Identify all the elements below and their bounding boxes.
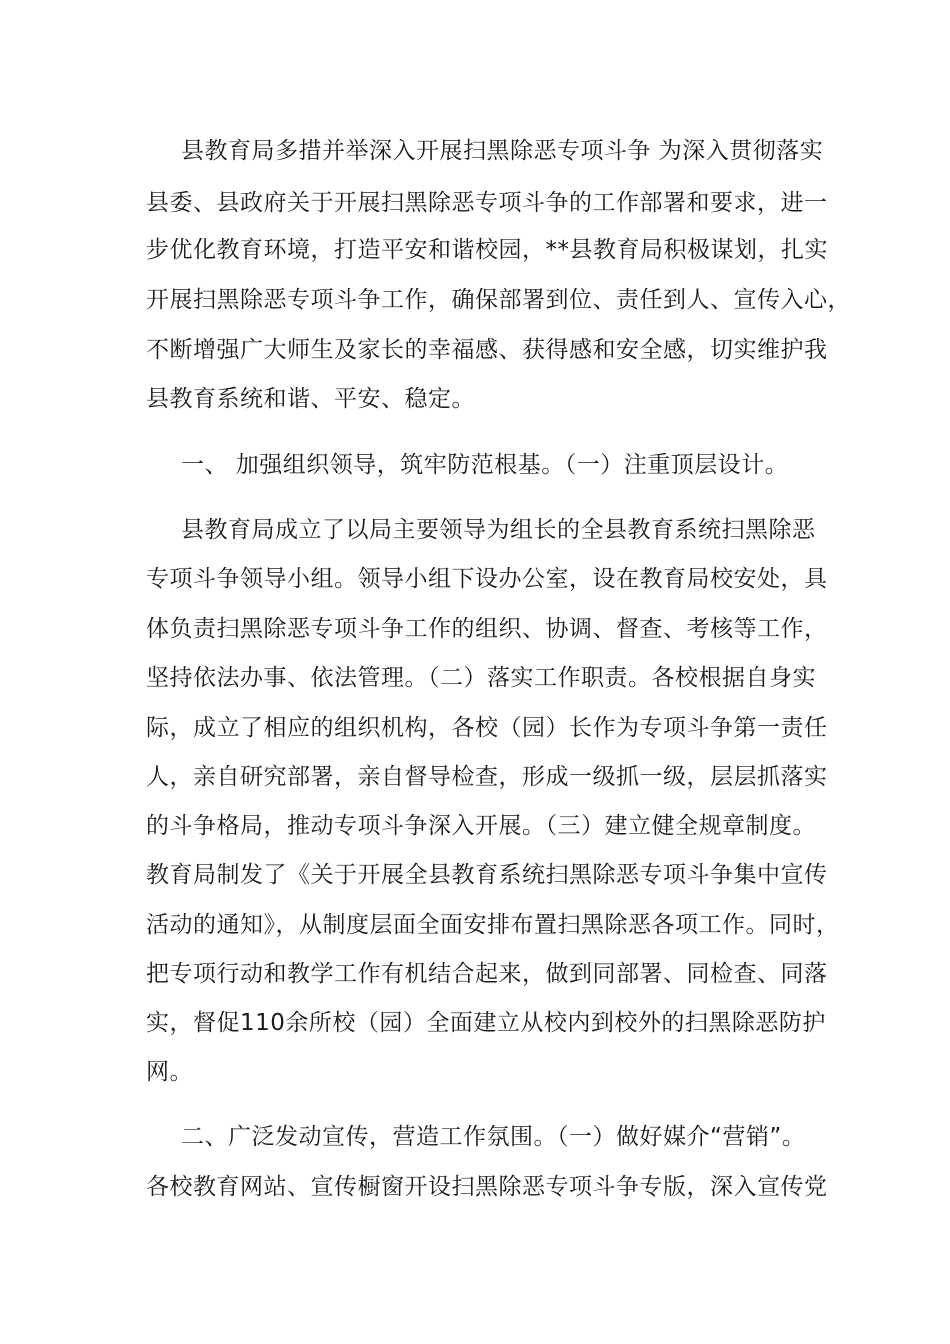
paragraph-line: 网。: [146, 1059, 193, 1085]
paragraph-line: 坚持依法办事、依法管理。（二）落实工作职责。各校根据自身实: [146, 665, 816, 691]
paragraph-line: 县教育系统和谐、平安、稳定。: [146, 386, 475, 412]
paragraph-line: 教育局制发了《关于开展全县教育系统扫黑除恶专项斗争集中宣传: [146, 862, 828, 888]
paragraph-line: 开展扫黑除恶专项斗争工作，确保部署到位、责任到人、宣传入心，: [146, 287, 851, 313]
paragraph-line: 不断增强广大师生及家长的幸福感、获得感和安全感，切实维护我: [146, 337, 828, 363]
paragraph-line: 体负责扫黑除恶专项斗争工作的组织、协调、督查、考核等工作，: [146, 616, 828, 642]
paragraph-line: 把专项行动和教学工作有机结合起来，做到同部署、同检查、同落: [146, 961, 828, 987]
paragraph-line: 步优化教育环境，打造平安和谐校园，**县教育局积极谋划，扎实: [146, 237, 828, 263]
paragraph-line: 活动的通知》，从制度层面全面安排布置扫黑除恶各项工作。同时，: [146, 912, 840, 938]
paragraph-line: 县教育局成立了以局主要领导为组长的全县教育系统扫黑除恶: [181, 517, 816, 543]
paragraph-line: 实，督促110余所校（园）全面建立从校内到校外的扫黑除恶防护: [146, 1010, 826, 1036]
paragraph-line: 人，亲自研究部署，亲自督导检查，形成一级抓一级，层层抓落实: [146, 764, 828, 790]
paragraph-line: 县教育局多措并举深入开展扫黑除恶专项斗争 为深入贯彻落实: [181, 138, 824, 164]
paragraph-line: 专项斗争领导小组。领导小组下设办公室，设在教育局校安处，具: [146, 566, 828, 592]
section-heading-line: 一、 加强组织领导，筑牢防范根基。（一）注重顶层设计。: [181, 452, 789, 478]
paragraph-line: 各校教育网站、宣传橱窗开设扫黑除恶专项斗争专版，深入宣传党: [146, 1174, 828, 1200]
paragraph-line: 二、广泛发动宣传，营造工作氛围。（一）做好媒介“营销”。: [181, 1124, 806, 1150]
paragraph-line: 县委、县政府关于开展扫黑除恶专项斗争的工作部署和要求，进一: [146, 190, 828, 216]
paragraph-line: 际，成立了相应的组织机构，各校（园）长作为专项斗争第一责任: [146, 715, 828, 741]
paragraph-line: 的斗争格局，推动专项斗争深入开展。（三）建立健全规章制度。: [146, 813, 816, 839]
